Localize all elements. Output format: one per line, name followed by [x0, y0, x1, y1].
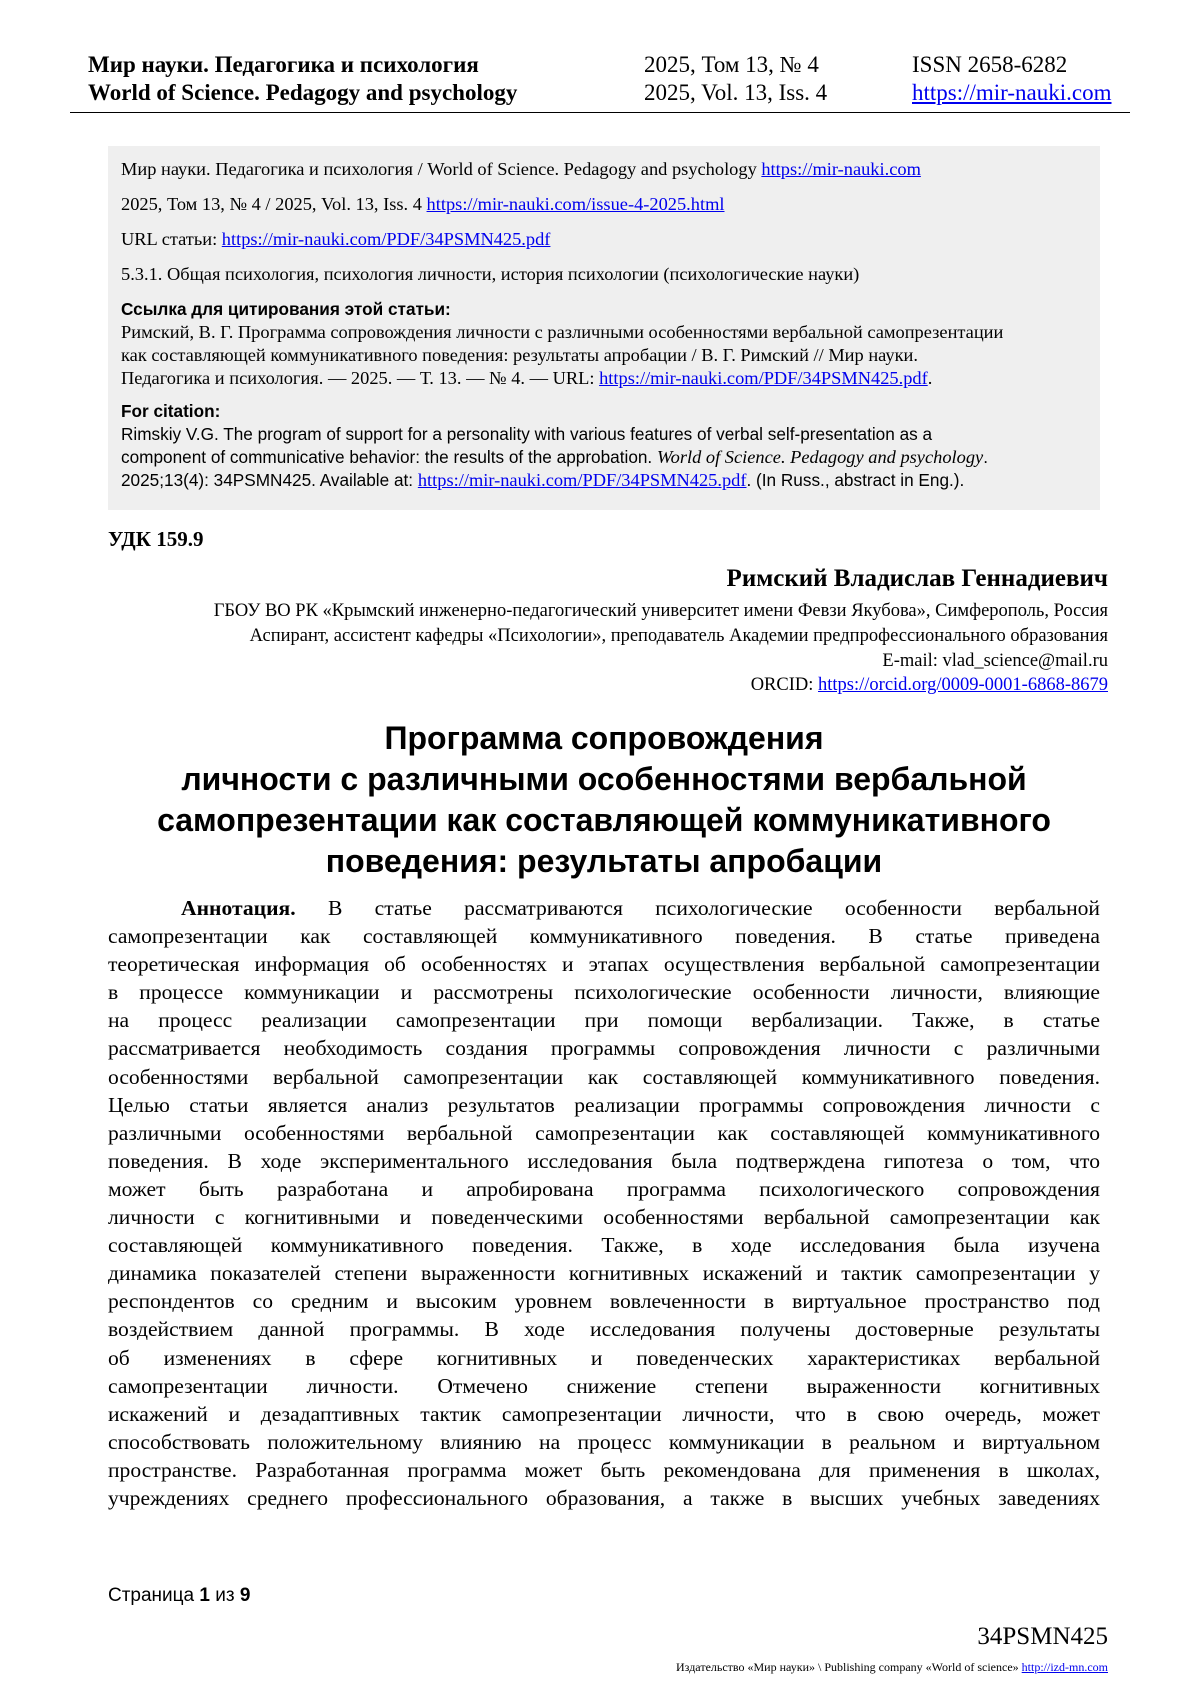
title-line: поведения: результаты апробации [325, 843, 883, 879]
abstract-line: воздействием данной программы. В ходе исследования получены достоверные результаты [108, 1317, 1100, 1342]
abstract-line: пространстве. Разработанная программа может быть рекомендована для применения в школах, [108, 1457, 1100, 1482]
citation-ru-line-3: Педагогика и психология. — 2025. — Т. 13. — № 4. — URL: https://mir-nauki.com/PDF/34PSMN425.pdf. [121, 368, 933, 388]
author-name: Римский Владислав Геннадиевич [726, 565, 1108, 592]
abstract-line: теоретическая информация об особенностях и этапах осуществления вербальной самопрезентации [108, 952, 1100, 977]
info-issue-link[interactable]: https://mir-nauki.com/issue-4-2025.html [426, 194, 725, 214]
info-issue-line: 2025, Том 13, № 4 / 2025, Vol. 13, Iss. 4 https://mir-nauki.com/issue-4-2025.html [121, 194, 725, 214]
citation-en-line-3: 2025;13(4): 34PSMN425. Available at: https://mir-nauki.com/PDF/34PSMN425.pdf. (In Russ., abstract in Eng.). [121, 470, 965, 490]
author-affiliation: ГБОУ ВО РК «Крымский инженерно-педагогический университет имени Февзи Якубова», Симферополь, Россия [213, 601, 1108, 621]
citation-ru [121, 298, 1087, 390]
publisher-line: Издательство «Мир науки» \ Publishing company «World of science» http://izd-mn.com [676, 1660, 1108, 1674]
abstract-line: может быть разработана и апробирована программа психологического сопровождения [108, 1176, 1100, 1201]
page-counter: Страница 1 из 9 [108, 1585, 251, 1606]
info-specialty-line: 5.3.1. Общая психология, психология личности, история психологии (психологические науки) [121, 264, 860, 284]
abstract [108, 894, 1100, 1512]
citation-ru-heading: Ссылка для цитирования этой статьи: [121, 299, 451, 319]
abstract-line: на процесс реализации самопрезентации при помощи вербализации. Также, в статье [108, 1008, 1100, 1033]
abstract-line: различными особенностями вербальной самопрезентации как составляющей коммуникативного [108, 1120, 1100, 1145]
title-line: самопрезентации как составляющей коммуникативного [157, 802, 1051, 838]
abstract-line: в процессе коммуникации и рассмотрены психологические особенности личности, влияющие [108, 980, 1100, 1005]
info-article-link[interactable]: https://mir-nauki.com/PDF/34PSMN425.pdf [221, 229, 551, 249]
citation-ru-link[interactable]: https://mir-nauki.com/PDF/34PSMN425.pdf [599, 368, 928, 388]
info-journal-link[interactable]: https://mir-nauki.com [761, 159, 921, 179]
udk-code: УДК 159.9 [108, 527, 204, 551]
journal-site-link[interactable]: https://mir-nauki.com [912, 80, 1112, 105]
citation-en-line-1: Rimskiy V.G. The program of support for a personality with various features of verbal self-presentation as a [121, 424, 933, 444]
citation-en-link[interactable]: https://mir-nauki.com/PDF/34PSMN425.pdf [417, 470, 747, 490]
article-code: 34PSMN425 [977, 1623, 1108, 1650]
volume-en: 2025, Vol. 13, Iss. 4 [644, 80, 828, 105]
journal-title-en: World of Science. Pedagogy and psychology [88, 80, 518, 105]
abstract-line: особенностями вербальной самопрезентации как составляющей коммуникативного поведения. [108, 1064, 1100, 1089]
abstract-line: самопрезентации как составляющей коммуникативного поведения. В статье приведена [108, 924, 1100, 949]
title-line: личности с различными особенностями вербальной [181, 761, 1027, 797]
article-info-box [108, 146, 1100, 510]
abstract-line: респондентов со средним и высоким уровнем вовлеченности в виртуальное пространство под [108, 1289, 1100, 1314]
citation-en-line-2: component of communicative behavior: the results of the approbation. World of Science. Pedagogy and psychology. [121, 447, 988, 467]
abstract-line: динамика показателей степени выраженности когнитивных искажений и тактик самопрезентации у [108, 1261, 1100, 1286]
volume-ru: 2025, Том 13, № 4 [644, 52, 819, 77]
author-position: Аспирант, ассистент кафедры «Психологии», преподаватель Академии предпрофессионального образования [249, 626, 1108, 646]
author-email: E-mail: vlad_science@mail.ru [882, 651, 1108, 671]
citation-ru-line-1: Римский, В. Г. Программа сопровождения личности с различными особенностями вербальной самопрезентации [121, 322, 1004, 342]
orcid-link[interactable]: https://orcid.org/0009-0001-6868-8679 [818, 675, 1108, 695]
citation-en-heading: For citation: [121, 401, 221, 421]
running-header [70, 52, 1130, 113]
abstract-line: способствовать положительному влиянию на процесс коммуникации в реальном и виртуальном [108, 1429, 1100, 1454]
journal-title-ru: Мир науки. Педагогика и психология [88, 52, 479, 77]
abstract-line: учреждениях среднего профессионального образования, а также в высших учебных заведениях [108, 1485, 1100, 1510]
abstract-line: об изменениях в сфере когнитивных и поведенческих характеристиках вербальной [108, 1345, 1100, 1370]
abstract-line: искажений и дезадаптивных тактик самопрезентации личности, что в свою очередь, может [108, 1401, 1100, 1426]
citation-ru-line-2: как составляющей коммуникативного поведения: результаты апробации / В. Г. Римский // Мир науки. [121, 345, 918, 365]
article-title [108, 718, 1100, 882]
abstract-line: поведения. В ходе экспериментального исследования была подтверждена гипотеза о том, что [108, 1148, 1100, 1173]
abstract-line: рассматривается необходимость создания программы сопровождения личности с различными [108, 1036, 1100, 1061]
abstract-line: составляющей коммуникативного поведения. Также, в ходе исследования была изучена [108, 1233, 1100, 1258]
title-line: Программа сопровождения [384, 720, 824, 756]
citation-en [121, 400, 1087, 492]
abstract-line: Аннотация. В статье рассматриваются психологические особенности вербальной [181, 896, 1100, 920]
abstract-line: самопрезентации личности. Отмечено снижение степени выраженности когнитивных [108, 1373, 1100, 1398]
info-journal-line: Мир науки. Педагогика и психология / World of Science. Pedagogy and psychology https://mir-nauki.com [121, 159, 921, 179]
abstract-line: Целью статьи является анализ результатов реализации программы сопровождения личности с [108, 1092, 1100, 1117]
info-url-line: URL статьи: https://mir-nauki.com/PDF/34PSMN425.pdf [121, 229, 551, 249]
abstract-label: Аннотация. [181, 896, 296, 920]
author-orcid: ORCID: https://orcid.org/0009-0001-6868-8679 [750, 675, 1108, 695]
issn: ISSN 2658-6282 [912, 52, 1068, 77]
publisher-link[interactable]: http://izd-mn.com [1021, 1660, 1108, 1674]
abstract-line: личности с когнитивными и поведенческими особенностями вербальной самопрезентации как [108, 1205, 1100, 1230]
